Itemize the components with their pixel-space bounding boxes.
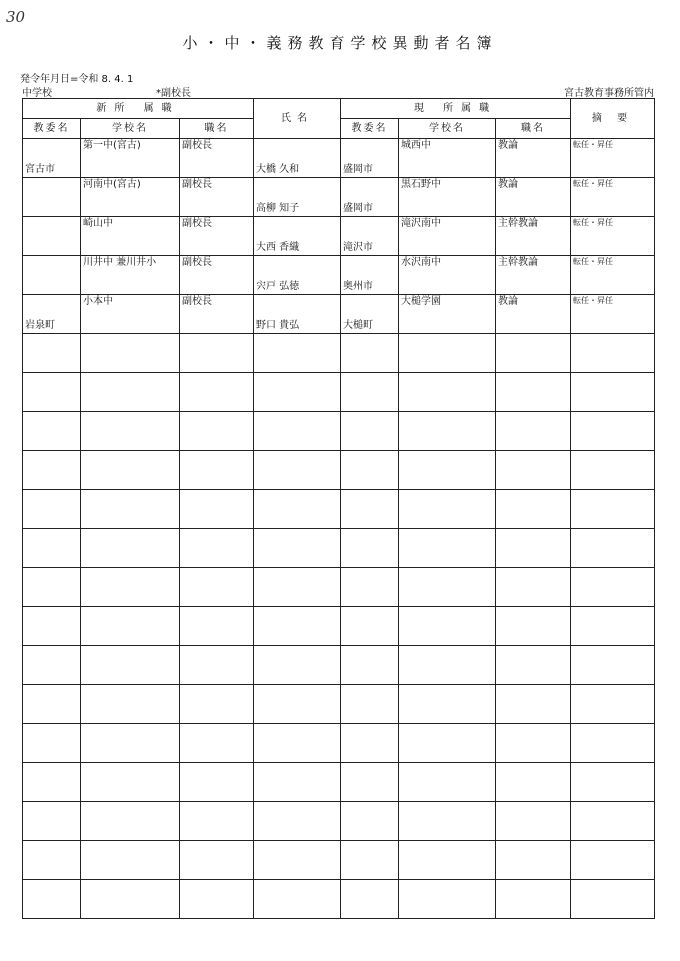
empty-row	[23, 646, 655, 685]
current-board-cell: 盛岡市	[341, 178, 399, 217]
empty-row	[23, 529, 655, 568]
empty-cell	[81, 646, 180, 685]
empty-cell	[254, 802, 341, 841]
name-cell: 大西 香織	[254, 217, 341, 256]
empty-row	[23, 880, 655, 919]
empty-cell	[399, 802, 496, 841]
empty-cell	[254, 412, 341, 451]
empty-row	[23, 568, 655, 607]
empty-cell	[23, 412, 81, 451]
table-row	[23, 295, 655, 334]
empty-cell	[254, 646, 341, 685]
empty-cell	[571, 451, 655, 490]
empty-cell	[496, 568, 571, 607]
empty-cell	[23, 685, 81, 724]
header-new-post: 職名	[180, 119, 254, 139]
empty-cell	[571, 841, 655, 880]
empty-cell	[254, 529, 341, 568]
empty-cell	[399, 451, 496, 490]
header-name: 氏名	[254, 99, 341, 139]
empty-cell	[341, 412, 399, 451]
empty-cell	[180, 607, 254, 646]
empty-cell	[571, 802, 655, 841]
empty-cell	[254, 724, 341, 763]
new-post-cell: 副校長	[180, 139, 254, 178]
empty-cell	[81, 568, 180, 607]
empty-cell	[496, 685, 571, 724]
empty-cell	[81, 373, 180, 412]
empty-cell	[496, 802, 571, 841]
new-board-cell: 岩泉町	[23, 295, 81, 334]
empty-cell	[23, 763, 81, 802]
empty-cell	[399, 607, 496, 646]
current-school-cell: 大槌学園	[399, 295, 496, 334]
new-school-cell: 小本中	[81, 295, 180, 334]
position-label: *副校長	[156, 88, 191, 99]
empty-cell	[571, 334, 655, 373]
empty-cell	[341, 685, 399, 724]
empty-cell	[254, 763, 341, 802]
remarks-cell: 転任・昇任	[571, 295, 655, 334]
empty-cell	[81, 529, 180, 568]
header-remarks: 摘 要	[571, 99, 655, 139]
school-type: 中学校	[22, 88, 52, 99]
empty-cell	[399, 373, 496, 412]
empty-cell	[496, 646, 571, 685]
empty-cell	[341, 802, 399, 841]
empty-cell	[180, 490, 254, 529]
empty-cell	[81, 880, 180, 919]
empty-cell	[399, 490, 496, 529]
empty-cell	[23, 490, 81, 529]
empty-row	[23, 451, 655, 490]
current-post-cell: 主幹教論	[496, 256, 571, 295]
document-title: 小・中・義務教育学校異動者名簿	[182, 34, 498, 52]
new-school-cell: 崎山中	[81, 217, 180, 256]
new-board-cell	[23, 256, 81, 295]
empty-cell	[571, 880, 655, 919]
header-current-school: 学校名	[399, 119, 496, 139]
current-school-cell: 黒石野中	[399, 178, 496, 217]
name-cell: 宍戸 弘徳	[254, 256, 341, 295]
name-cell: 野口 貴弘	[254, 295, 341, 334]
empty-cell	[496, 490, 571, 529]
empty-cell	[180, 373, 254, 412]
empty-cell	[23, 529, 81, 568]
empty-cell	[254, 451, 341, 490]
empty-cell	[254, 841, 341, 880]
empty-row	[23, 373, 655, 412]
empty-cell	[341, 646, 399, 685]
empty-cell	[81, 724, 180, 763]
current-school-cell: 滝沢南中	[399, 217, 496, 256]
empty-cell	[399, 646, 496, 685]
empty-cell	[399, 724, 496, 763]
empty-row	[23, 763, 655, 802]
empty-cell	[399, 880, 496, 919]
empty-cell	[81, 607, 180, 646]
empty-cell	[399, 568, 496, 607]
empty-cell	[180, 646, 254, 685]
empty-row	[23, 685, 655, 724]
name-cell: 高柳 知子	[254, 178, 341, 217]
empty-cell	[496, 373, 571, 412]
table-row	[23, 256, 655, 295]
empty-cell	[81, 802, 180, 841]
empty-cell	[180, 724, 254, 763]
empty-cell	[180, 529, 254, 568]
empty-cell	[496, 841, 571, 880]
header-current-post: 職名	[496, 119, 571, 139]
empty-cell	[254, 685, 341, 724]
empty-cell	[496, 880, 571, 919]
new-school-cell: 川井中 兼川井小	[81, 256, 180, 295]
new-board-cell	[23, 178, 81, 217]
name-cell: 大橋 久和	[254, 139, 341, 178]
empty-cell	[180, 412, 254, 451]
empty-cell	[81, 412, 180, 451]
header-new-affiliation: 新所 属職	[23, 99, 254, 119]
empty-cell	[180, 802, 254, 841]
empty-cell	[571, 607, 655, 646]
empty-cell	[23, 724, 81, 763]
header-current-board: 教委名	[341, 119, 399, 139]
empty-cell	[341, 334, 399, 373]
empty-cell	[399, 685, 496, 724]
empty-cell	[341, 841, 399, 880]
empty-cell	[496, 763, 571, 802]
current-school-cell: 城西中	[399, 139, 496, 178]
current-post-cell: 主幹教論	[496, 217, 571, 256]
new-school-cell: 河南中(宮古)	[81, 178, 180, 217]
new-post-cell: 副校長	[180, 256, 254, 295]
current-post-cell: 教論	[496, 178, 571, 217]
remarks-cell: 転任・昇任	[571, 256, 655, 295]
empty-cell	[399, 529, 496, 568]
empty-cell	[23, 373, 81, 412]
empty-row	[23, 490, 655, 529]
remarks-cell: 転任・昇任	[571, 139, 655, 178]
empty-cell	[81, 763, 180, 802]
current-board-cell: 大槌町	[341, 295, 399, 334]
empty-cell	[180, 451, 254, 490]
empty-cell	[571, 568, 655, 607]
empty-cell	[180, 763, 254, 802]
current-board-cell: 滝沢市	[341, 217, 399, 256]
empty-cell	[341, 529, 399, 568]
empty-row	[23, 724, 655, 763]
empty-cell	[571, 412, 655, 451]
empty-cell	[23, 334, 81, 373]
remarks-cell: 転任・昇任	[571, 217, 655, 256]
empty-cell	[81, 841, 180, 880]
empty-cell	[254, 373, 341, 412]
new-post-cell: 副校長	[180, 217, 254, 256]
empty-cell	[180, 880, 254, 919]
empty-cell	[399, 334, 496, 373]
new-post-cell: 副校長	[180, 295, 254, 334]
empty-cell	[254, 607, 341, 646]
header-new-board: 教委名	[23, 119, 81, 139]
empty-cell	[341, 490, 399, 529]
empty-cell	[81, 490, 180, 529]
page-number: 30	[6, 8, 26, 26]
office-jurisdiction: 宮古教育事務所管内	[564, 88, 654, 99]
table-row	[23, 139, 655, 178]
empty-cell	[180, 685, 254, 724]
transfer-roster-table	[22, 98, 655, 919]
empty-row	[23, 802, 655, 841]
empty-cell	[180, 334, 254, 373]
empty-cell	[23, 451, 81, 490]
empty-cell	[81, 685, 180, 724]
empty-cell	[571, 685, 655, 724]
empty-cell	[496, 529, 571, 568]
empty-cell	[399, 763, 496, 802]
empty-cell	[341, 373, 399, 412]
empty-cell	[496, 724, 571, 763]
empty-cell	[571, 529, 655, 568]
empty-cell	[23, 607, 81, 646]
empty-cell	[23, 802, 81, 841]
header-new-school: 学校名	[81, 119, 180, 139]
new-board-cell	[23, 217, 81, 256]
empty-cell	[496, 607, 571, 646]
empty-cell	[23, 568, 81, 607]
new-board-cell: 宮古市	[23, 139, 81, 178]
new-school-cell: 第一中(宮古)	[81, 139, 180, 178]
empty-cell	[180, 568, 254, 607]
current-board-cell: 盛岡市	[341, 139, 399, 178]
empty-cell	[341, 763, 399, 802]
empty-cell	[81, 451, 180, 490]
empty-cell	[23, 646, 81, 685]
remarks-cell: 転任・昇任	[571, 178, 655, 217]
empty-row	[23, 607, 655, 646]
empty-cell	[254, 880, 341, 919]
empty-cell	[81, 334, 180, 373]
empty-cell	[341, 880, 399, 919]
empty-cell	[399, 841, 496, 880]
empty-cell	[496, 334, 571, 373]
current-post-cell: 教論	[496, 139, 571, 178]
empty-cell	[341, 568, 399, 607]
empty-cell	[496, 451, 571, 490]
current-school-cell: 水沢南中	[399, 256, 496, 295]
empty-cell	[254, 334, 341, 373]
empty-cell	[571, 373, 655, 412]
empty-cell	[399, 412, 496, 451]
header-current-affiliation: 現 所属職	[341, 99, 571, 119]
empty-cell	[571, 763, 655, 802]
empty-cell	[180, 841, 254, 880]
empty-cell	[571, 646, 655, 685]
empty-cell	[341, 451, 399, 490]
empty-row	[23, 412, 655, 451]
table-row	[23, 217, 655, 256]
current-board-cell: 奥州市	[341, 256, 399, 295]
issue-date-line: 発令年月日=令和 8. 4. 1	[20, 74, 134, 85]
empty-row	[23, 334, 655, 373]
empty-cell	[571, 724, 655, 763]
new-post-cell: 副校長	[180, 178, 254, 217]
empty-cell	[23, 880, 81, 919]
empty-cell	[571, 490, 655, 529]
empty-cell	[341, 607, 399, 646]
empty-cell	[341, 724, 399, 763]
empty-cell	[23, 841, 81, 880]
empty-row	[23, 841, 655, 880]
current-post-cell: 教論	[496, 295, 571, 334]
empty-cell	[496, 412, 571, 451]
empty-cell	[254, 490, 341, 529]
table-row	[23, 178, 655, 217]
empty-cell	[254, 568, 341, 607]
